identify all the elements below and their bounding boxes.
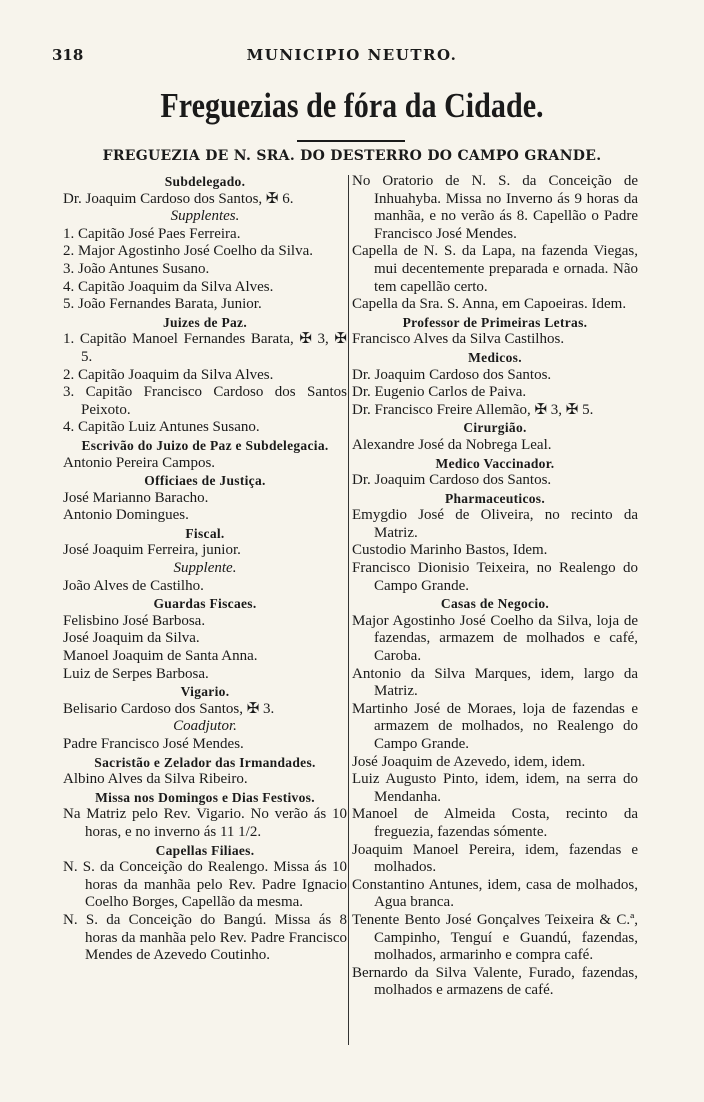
heading-vigario: Vigario. (180, 684, 230, 700)
heading-pharmaceuticos: Pharmaceuticos. (444, 490, 546, 506)
capella-entry: N. S. da Conceição do Bangú. Missa ás 8 horas da manhãa pelo Rev. Padre Francisco Mendes de Azevedo Coutinho. (63, 911, 347, 964)
medico-entry: Dr. Eugenio Carlos de Paiva. (352, 384, 527, 401)
official-entry: José Marianno Baracho. (63, 489, 209, 506)
right-column (352, 173, 638, 1000)
casa-entry: Constantino Antunes, idem, casa de molhados, Agua branca. (352, 876, 638, 911)
heading-medicos: Medicos. (468, 349, 522, 365)
subdelegado-entry: Dr. Joaquim Cardoso dos Santos, ✠ 6. (63, 190, 294, 207)
guarda-entry: Manoel Joaquim de Santa Anna. (63, 648, 258, 665)
section-title: FREGUEZIA DE N. SRA. DO DESTERRO DO CAMPO GRANDE. (102, 148, 602, 164)
heading-capellas: Capellas Filiaes. (155, 842, 255, 858)
page-number: 318 (52, 46, 84, 64)
heading-officiaes: Officiaes de Justiça. (144, 473, 266, 489)
casa-entry: Antonio da Silva Marques, idem, largo da Matriz. (352, 665, 638, 700)
pharmaceutico-entry: Custodio Marinho Bastos, Idem. (352, 542, 548, 559)
supplente-fiscal-entry: João Alves de Castilho. (63, 577, 204, 594)
official-entry: Antonio Domingues. (63, 507, 189, 524)
vaccinador-entry: Dr. Joaquim Cardoso dos Santos. (352, 472, 552, 489)
casa-entry: Manoel de Almeida Costa, recinto da freguezia, fazendas sómente. (352, 806, 638, 840)
juiz-entry: 1. Capitão Manoel Fernandes Barata, ✠ 3, ✠ 5. (63, 331, 347, 365)
sacristao-entry: Albino Alves da Silva Ribeiro. (63, 771, 248, 788)
heading-sacristao: Sacristão e Zelador das Irmandades. (94, 754, 316, 770)
column-divider (348, 175, 349, 1045)
title-rule (297, 140, 405, 142)
pharmaceutico-entry: Francisco Dionisio Teixeira, no Realengo do Campo Grande. (352, 560, 638, 594)
heading-casas: Casas de Negocio. (440, 596, 550, 612)
juiz-entry: 4. Capitão Luiz Antunes Susano. (63, 419, 260, 436)
supplente-entry: 2. Major Agostinho José Coelho da Silva. (63, 243, 313, 260)
supplente-entry: 4. Capitão Joaquim da Silva Alves. (63, 278, 274, 295)
casa-entry: José Joaquim de Azevedo, idem, idem. (352, 753, 586, 770)
capella-entry: No Oratorio de N. S. da Conceição de Inhuahyba. Missa no Inverno ás 9 horas da manhãa, e no verão ás 8. Capellão o Padre Francisco José Mendes. (352, 173, 638, 242)
heading-cirurgiao: Cirurgião. (463, 420, 527, 436)
vigario-entry: Belisario Cardoso dos Santos, ✠ 3. (63, 700, 275, 717)
heading-vaccinador: Medico Vaccinador. (435, 455, 555, 471)
capella-entry: Capella de N. S. da Lapa, na fazenda Viegas, mui decentemente preparada e ornada. Não tem capellão certo. (352, 243, 638, 295)
cirurgiao-entry: Alexandre José da Nobrega Leal. (352, 436, 552, 453)
left-column (63, 173, 347, 965)
casa-entry: Bernardo da Silva Valente, Furado, fazendas, molhados e armazens de café. (352, 964, 638, 999)
page-title: Freguezias de fóra da Cidade. (160, 86, 544, 125)
heading-supplentes: Supplentes. (170, 208, 240, 225)
missa-entry: Na Matriz pelo Rev. Vigario. No verão ás 10 horas, e no inverno ás 11 1/2. (63, 806, 347, 840)
heading-missa: Missa nos Domingos e Dias Festivos. (95, 789, 315, 805)
juiz-entry: 3. Capitão Francisco Cardoso dos Santos Peixoto. (63, 384, 347, 418)
casa-entry: Martinho José de Moraes, loja de fazendas e armazem de molhados, no Realengo do Campo Grande. (352, 700, 638, 752)
guarda-entry: José Joaquim da Silva. (63, 630, 200, 647)
medico-entry: Dr. Joaquim Cardoso dos Santos. (352, 366, 552, 383)
casa-entry: Tenente Bento José Gonçalves Teixeira & C.ª, Campinho, Tenguí e Guandú, fazendas, molhados, armarinho e compra café. (352, 911, 638, 964)
juiz-entry: 2. Capitão Joaquim da Silva Alves. (63, 366, 274, 383)
supplente-entry: 3. João Antunes Susano. (63, 260, 210, 277)
casa-entry: Joaquim Manoel Pereira, idem, fazendas e molhados. (352, 841, 638, 876)
heading-fiscal: Fiscal. (185, 525, 225, 541)
supplente-entry: 5. João Fernandes Barata, Junior. (63, 296, 262, 313)
running-head: MUNICIPIO NEUTRO. (246, 46, 458, 64)
heading-professor: Professor de Primeiras Letras. (402, 314, 588, 330)
heading-coadjutor: Coadjutor. (173, 718, 237, 735)
supplente-entry: 1. Capitão José Paes Ferreira. (63, 225, 241, 242)
heading-guardas: Guardas Fiscaes. (153, 596, 257, 612)
escrivao-entry: Antonio Pereira Campos. (63, 454, 216, 471)
capella-entry: N. S. da Conceição do Realengo. Missa ás 10 horas da manhãa pelo Rev. Padre Ignacio Coelho Borges, Capellão da mesma. (63, 859, 347, 911)
medico-entry: Dr. Francisco Freire Allemão, ✠ 3, ✠ 5. (352, 401, 594, 418)
heading-escrivao: Escrivão do Juizo de Paz e Subdelegacia. (81, 437, 329, 453)
casa-entry: Luiz Augusto Pinto, idem, idem, na serra do Mendanha. (352, 771, 638, 805)
casa-entry: Major Agostinho José Coelho da Silva, loja de fazendas, armazem de molhados e café, Caroba. (352, 612, 638, 665)
heading-supplente: Supplente. (173, 560, 237, 577)
capella-entry: Capella da Sra. S. Anna, em Capoeiras. Idem. (352, 296, 627, 313)
guarda-entry: Felisbino José Barbosa. (63, 612, 206, 629)
pharmaceutico-entry: Emygdio José de Oliveira, no recinto da Matriz. (352, 507, 638, 541)
coadjutor-entry: Padre Francisco José Mendes. (63, 736, 244, 752)
guarda-entry: Luiz de Serpes Barbosa. (63, 665, 209, 682)
heading-juizes: Juizes de Paz. (162, 314, 248, 330)
professor-entry: Francisco Alves da Silva Castilhos. (352, 331, 565, 348)
heading-subdelegado: Subdelegado. (164, 174, 246, 189)
fiscal-entry: José Joaquim Ferreira, junior. (63, 542, 241, 559)
